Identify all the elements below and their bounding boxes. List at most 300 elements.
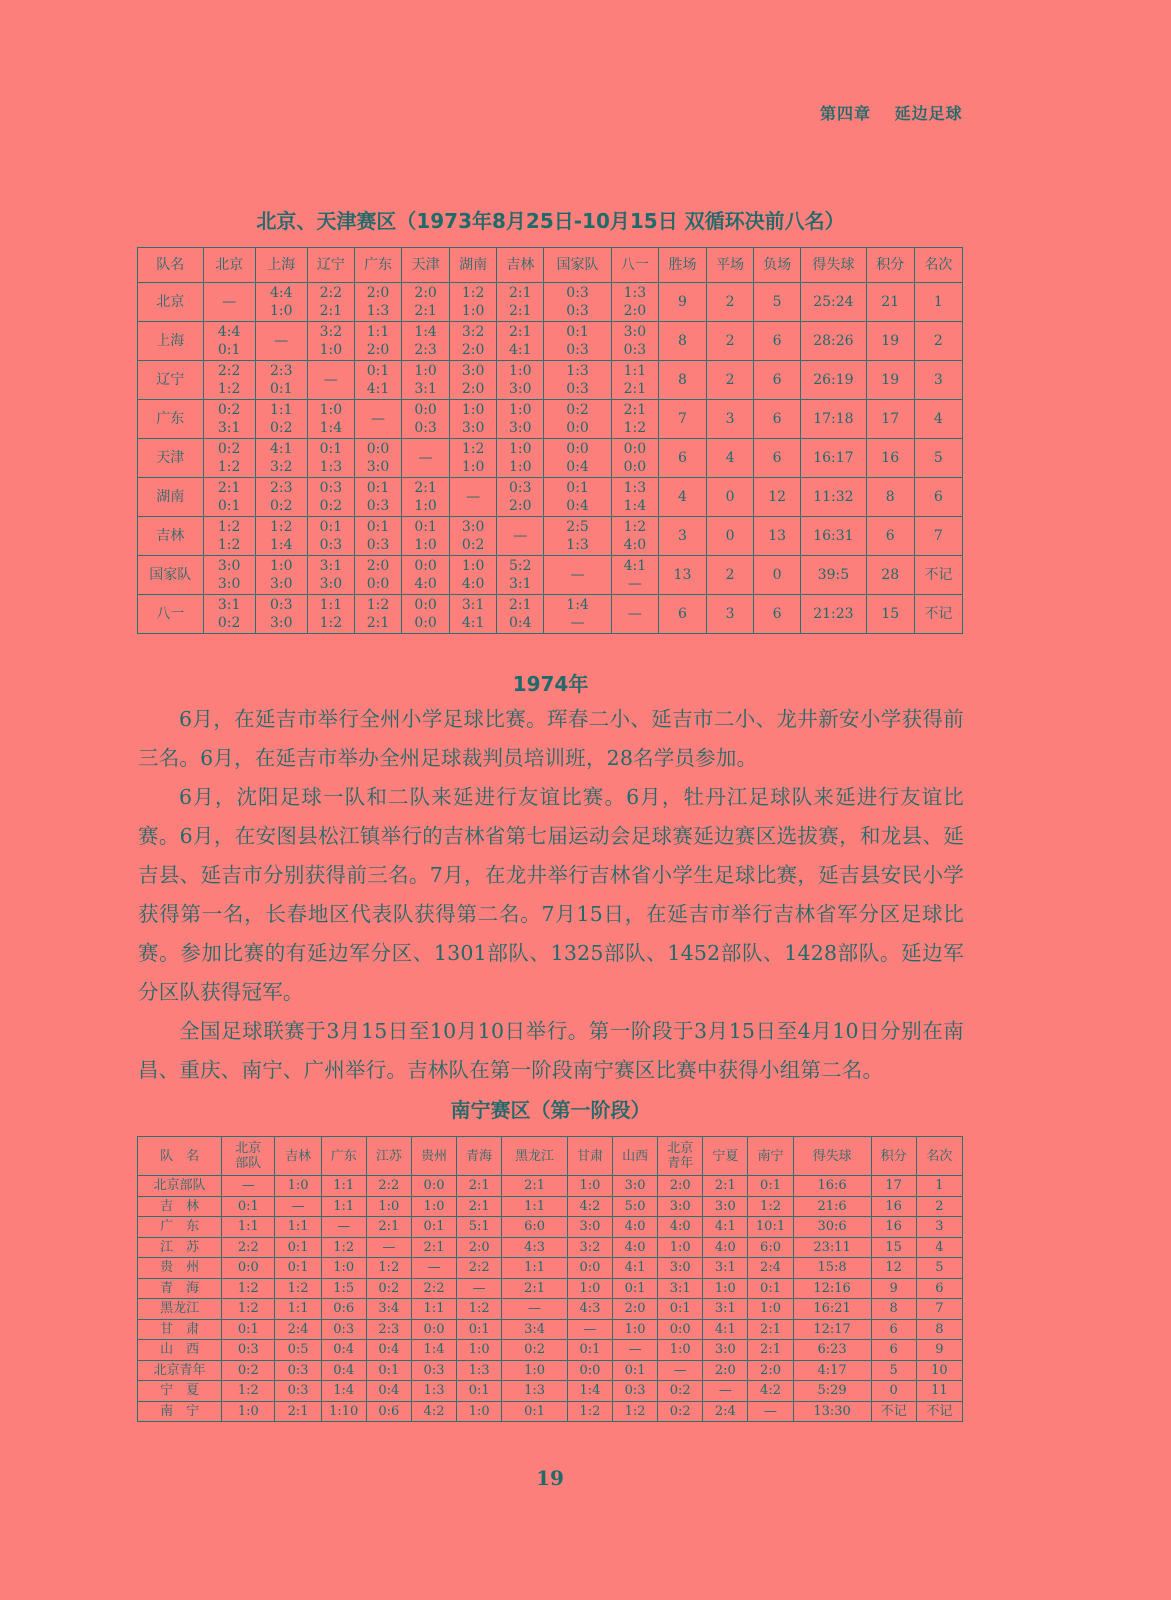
table-cell: 39:5 [801,556,867,595]
table-cell: 3:2 2:0 [450,322,497,361]
table-cell: 4:0 [613,1217,658,1238]
team-name-cell: 宁 夏 [138,1381,222,1402]
table-cell: 5:29 [793,1381,871,1402]
table-cell: 1:0 [658,1340,703,1361]
table-cell: 6:23 [793,1340,871,1361]
table-cell: 1:2 [457,1299,502,1320]
table-cell: 4:3 [502,1237,568,1258]
team-name-cell: 黑龙江 [138,1299,222,1320]
table-cell: 0:1 1:3 [307,439,354,478]
table-cell: 6:0 [748,1237,793,1258]
table-cell: 3:2 [567,1237,612,1258]
table-cell: 16:17 [801,439,867,478]
table-cell: 0:1 [658,1299,703,1320]
table-cell: 7 [914,517,962,556]
column-header: 山西 [613,1137,658,1176]
team-name-cell: 国家队 [138,556,204,595]
table-cell: 0:3 [222,1340,275,1361]
table-cell: 4 [658,478,706,517]
table-cell: 1:0 3:1 [402,361,450,400]
table-cell: 1:1 [502,1196,568,1217]
table-cell: 0:0 [411,1176,456,1197]
table-cell: 0:1 0:3 [307,517,354,556]
table-cell: 0:4 [366,1381,411,1402]
table-cell: 1:2 1:4 [255,517,307,556]
table-cell: 16 [871,1196,916,1217]
column-header: 北京 部队 [222,1137,275,1176]
table-cell: 0:1 [366,1360,411,1381]
table-cell: 17 [871,1176,916,1197]
table-cell: 不记 [916,1401,962,1422]
table-cell: 3:1 [703,1299,748,1320]
table-cell: 0:3 3:0 [255,595,307,634]
table-cell: 0:2 [366,1278,411,1299]
table-cell: 0:3 [275,1360,321,1381]
table-cell: 0:1 0:3 [544,322,612,361]
table-row [138,1217,963,1238]
table-cell: 21:23 [801,595,867,634]
team-name-cell: 南 宁 [138,1401,222,1422]
table-cell: 5 [916,1258,962,1279]
table-cell: 1:2 [748,1196,793,1217]
table-cell: 2:0 [748,1360,793,1381]
column-header: 平场 [707,248,754,283]
column-header: 八一 [611,248,658,283]
table-cell: 0:1 [411,1217,456,1238]
table-cell: — [450,478,497,517]
table-cell: 1:4 [567,1381,612,1402]
table-cell: 4:0 [703,1237,748,1258]
year-heading: 1974年 [512,672,589,696]
table-cell: 0:3 [411,1360,456,1381]
table-cell: — [203,283,255,322]
table-cell: 0:1 [275,1237,321,1258]
table-cell: 3:2 1:0 [307,322,354,361]
table-row [138,1360,963,1381]
table-cell: 3 [914,361,962,400]
table-cell: 25:24 [801,283,867,322]
table-cell: 4 [916,1237,962,1258]
table-cell: 3:4 [502,1319,568,1340]
table-cell: 5:0 [613,1196,658,1217]
column-header: 得失球 [801,248,867,283]
table-cell: 0:0 [567,1258,612,1279]
table-cell: 28 [866,556,914,595]
table-cell: 1 [914,283,962,322]
table-cell: 3:0 0:2 [450,517,497,556]
table-cell: 6 [914,478,962,517]
table-cell: 1:2 [321,1237,366,1258]
table-cell: — [544,556,612,595]
column-header: 青海 [457,1137,502,1176]
table-cell: 1:1 [222,1217,275,1238]
table-cell: 0:1 0:3 [354,478,401,517]
table-cell: 2:2 [457,1258,502,1279]
table-cell: 0:2 [658,1381,703,1402]
table-row [138,595,963,634]
table-cell: 2:1 0:4 [497,595,544,634]
table-cell: 1:1 [275,1217,321,1238]
table-cell: 1:4 [411,1340,456,1361]
table-cell: 0:6 [366,1401,411,1422]
table-cell: 1:0 [457,1401,502,1422]
table-cell: — [354,400,401,439]
table-cell: 0:1 [502,1401,568,1422]
column-header: 胜场 [658,248,706,283]
table-cell: 3:0 2:0 [450,361,497,400]
table1-title: 北京、天津赛区（1973年8月25日-10月15日 双循环决前八名） [256,209,845,233]
team-name-cell: 青 海 [138,1278,222,1299]
column-header: 名次 [916,1137,962,1176]
table-cell: 1:1 0:2 [255,400,307,439]
table-cell: 0:1 0:4 [544,478,612,517]
table-cell: 3 [707,400,754,439]
table-cell: 1:2 [275,1278,321,1299]
table-cell: 1:3 [457,1360,502,1381]
table-cell: 0:3 [321,1319,366,1340]
table-cell: 6 [916,1278,962,1299]
column-header: 吉林 [275,1137,321,1176]
table-cell: — [222,1176,275,1197]
table-cell: 12:17 [793,1319,871,1340]
table-cell: 4:1 [703,1319,748,1340]
table-cell: 3:1 4:1 [450,595,497,634]
table-cell: 0:1 [275,1258,321,1279]
table-cell: 0:3 0:3 [544,283,612,322]
table-cell: 1:0 [658,1237,703,1258]
table2-title: 南宁赛区（第一阶段） [450,1098,651,1122]
table-cell: 1:0 [748,1299,793,1320]
table-cell: 2:1 0:1 [203,478,255,517]
column-header: 黑龙江 [502,1137,568,1176]
table-cell: 0:2 0:0 [544,400,612,439]
table-cell: 2:2 [411,1278,456,1299]
table-cell: 0:3 2:0 [497,478,544,517]
table-cell: 1:1 1:2 [307,595,354,634]
team-name-cell: 吉林 [138,517,204,556]
table-row [138,517,963,556]
team-name-cell: 山 西 [138,1340,222,1361]
table-cell: 17:18 [801,400,867,439]
column-header: 队 名 [138,1137,222,1176]
table-cell: 15 [866,595,914,634]
table-cell: 16:21 [793,1299,871,1320]
column-header: 贵州 [411,1137,456,1176]
table-cell: — [748,1401,793,1422]
table-cell: 19 [866,361,914,400]
column-header: 负场 [754,248,801,283]
table-cell: 0 [707,478,754,517]
table-cell: 1:0 3:0 [450,400,497,439]
table-cell: 2:1 [502,1278,568,1299]
table-cell: 不记 [914,595,962,634]
table-cell: 1:4 — [544,595,612,634]
table-cell: 1:0 1:4 [307,400,354,439]
table-cell: 1:2 [567,1401,612,1422]
table-cell: 1:0 [321,1258,366,1279]
table-cell: 0:1 [457,1381,502,1402]
table-cell: 2:2 [222,1237,275,1258]
table-row [138,1196,963,1217]
table-cell: 3 [658,517,706,556]
table-cell: 1:0 [567,1278,612,1299]
table-row [138,1299,963,1320]
team-name-cell: 江 苏 [138,1237,222,1258]
team-name-cell: 广 东 [138,1217,222,1238]
table-cell: 1:1 [321,1176,366,1197]
column-header: 北京 青年 [658,1137,703,1176]
table-cell: 1:2 1:0 [450,283,497,322]
team-name-cell: 北京青年 [138,1360,222,1381]
table-cell: — [611,595,658,634]
table-cell: 0 [754,556,801,595]
table-cell: 0 [707,517,754,556]
table-cell: 3:0 [613,1176,658,1197]
header-row [138,1137,963,1176]
table-cell: 12:16 [793,1278,871,1299]
table-cell: 7 [658,400,706,439]
table-cell: 10 [916,1360,962,1381]
table-cell: 1:0 3:0 [497,361,544,400]
table-cell: 2:2 2:1 [307,283,354,322]
table-cell: 3 [916,1217,962,1238]
column-header: 南宁 [748,1137,793,1176]
table-cell: 2:3 0:2 [255,478,307,517]
table-cell: — [307,361,354,400]
column-header: 国家队 [544,248,612,283]
table-cell: — [502,1299,568,1320]
table-row [138,322,963,361]
table-row [138,1278,963,1299]
header-row [138,248,963,283]
table-cell: 3:0 0:3 [611,322,658,361]
table-cell: 1:0 [502,1360,568,1381]
table-cell: 0:4 [321,1360,366,1381]
table-cell: 2:1 1:2 [611,400,658,439]
team-name-cell: 天津 [138,439,204,478]
table-cell: 6 [754,361,801,400]
table-cell: 0:0 [411,1319,456,1340]
column-header: 宁夏 [703,1137,748,1176]
table-cell: 2:1 [411,1237,456,1258]
table-cell: 5 [914,439,962,478]
table-cell: 0:0 [658,1319,703,1340]
table-cell: 0:4 [321,1340,366,1361]
table-cell: 0:1 [748,1176,793,1197]
column-header: 名次 [914,248,962,283]
table-cell: 1:2 [613,1401,658,1422]
table-cell: 16 [871,1217,916,1238]
column-header: 积分 [871,1137,916,1176]
table-cell: 3:0 [703,1196,748,1217]
table-cell: 1 [916,1176,962,1197]
table-cell: — [497,517,544,556]
table-row [138,1340,963,1361]
table-cell: 0:1 [567,1340,612,1361]
table-cell: 0:3 0:2 [307,478,354,517]
table-cell: 1:0 [222,1401,275,1422]
table-cell: — [255,322,307,361]
table-cell: 0:2 [658,1401,703,1422]
table-cell: 4:2 [567,1196,612,1217]
table-cell: 5 [754,283,801,322]
table-cell: 8 [658,361,706,400]
table-cell: 2:1 [366,1217,411,1238]
table-cell: 4:0 [613,1237,658,1258]
table-cell: 2 [707,361,754,400]
table-cell: 16:31 [801,517,867,556]
team-name-cell: 广东 [138,400,204,439]
table-cell: 0:2 3:1 [203,400,255,439]
column-header: 队名 [138,248,204,283]
table-row [138,283,963,322]
table-row [138,478,963,517]
table-cell: 9 [916,1340,962,1361]
table-cell: 5:1 [457,1217,502,1238]
team-name-cell: 吉 林 [138,1196,222,1217]
table-row [138,1401,963,1422]
table-cell: 1:5 [321,1278,366,1299]
table-cell: 3:0 [658,1258,703,1279]
table-cell: 21 [866,283,914,322]
column-header: 得失球 [793,1137,871,1176]
table-row [138,1237,963,1258]
table-cell: 2:0 [457,1237,502,1258]
column-header: 甘肃 [567,1137,612,1176]
table-cell: 2:2 1:2 [203,361,255,400]
table-cell: 6 [658,439,706,478]
running-head: 第四章 延边足球 [820,104,963,123]
table-cell: 13 [754,517,801,556]
table-cell: 4:2 [748,1381,793,1402]
table-cell: 15 [871,1237,916,1258]
table-cell: 6 [754,439,801,478]
table-cell: 1:2 4:0 [611,517,658,556]
table-cell: 12 [871,1258,916,1279]
table-cell: 1:0 [366,1196,411,1217]
column-header: 天津 [402,248,450,283]
table-cell: 2:4 [275,1319,321,1340]
column-header: 广东 [354,248,401,283]
table-cell: 12 [754,478,801,517]
table-cell: 3 [707,595,754,634]
table-cell: 16 [866,439,914,478]
table-cell: 4 [914,400,962,439]
table-row [138,400,963,439]
table-cell: 1:1 2:1 [611,361,658,400]
table-cell: 4:0 [658,1217,703,1238]
table-cell: 5 [871,1360,916,1381]
table-cell: 0 [871,1381,916,1402]
table-cell: 6 [871,1340,916,1361]
table-cell: 11 [916,1381,962,1402]
table-cell: 0:0 0:0 [402,595,450,634]
table-cell: 1:1 [321,1196,366,1217]
table-cell: 2 [707,322,754,361]
table-cell: 7 [916,1299,962,1320]
column-header: 积分 [866,248,914,283]
table-cell: 28:26 [801,322,867,361]
table-cell: 2 [707,556,754,595]
table-cell: 1:3 [411,1381,456,1402]
table-row [138,361,963,400]
table-cell: 1:0 3:0 [255,556,307,595]
table-cell: 1:2 [222,1278,275,1299]
table-cell: 2:1 [457,1196,502,1217]
table-cell: 1:3 0:3 [544,361,612,400]
table-cell: 4:2 [411,1401,456,1422]
table-cell: 1:0 3:0 [497,400,544,439]
table-nanning [137,1136,963,1422]
table-cell: 2:3 0:1 [255,361,307,400]
column-header: 辽宁 [307,248,354,283]
table-cell: 6 [754,322,801,361]
table-cell: — [703,1381,748,1402]
table-cell: — [658,1360,703,1381]
table-cell: 6 [754,595,801,634]
table-row [138,439,963,478]
table-cell: 3:4 [366,1299,411,1320]
table-cell: 2:0 1:3 [354,283,401,322]
table-cell: 0:1 [748,1278,793,1299]
paragraph-2: 6月，沈阳足球一队和二队来延进行友谊比赛。6月，牡丹江足球队来延进行友谊比赛。6月，在安图县松江镇举行的吉林省第七届运动会足球赛延边赛区选拔赛，和龙县、延吉县、延吉市分别获得前三名。7月，在龙井举行吉林省小学生足球比赛，延吉县安民小学获得第一名，长春地区代表队获得第二名。7月15日，在延吉市举行吉林省军分区足球比赛。参加比赛的有延边军分区、1301部队、1325部队、1452部队、1428部队。延边军分区队获得冠军。 [138,785,964,1004]
table-cell: 2:1 4:1 [497,322,544,361]
table-cell: 4:1 3:2 [255,439,307,478]
table-cell: 0:1 [457,1319,502,1340]
table-cell: 0:3 [613,1381,658,1402]
table-cell: — [567,1319,612,1340]
table-cell: 13 [658,556,706,595]
table-row [138,556,963,595]
table-cell: 2:1 [275,1401,321,1422]
team-name-cell: 上海 [138,322,204,361]
table-cell: 6 [754,400,801,439]
table-cell: 0:1 4:1 [354,361,401,400]
table-cell: 1:10 [321,1401,366,1422]
table-cell: 0:1 0:3 [354,517,401,556]
table-cell: 4:4 0:1 [203,322,255,361]
table-cell: 0:0 4:0 [402,556,450,595]
table-cell: 2:2 [366,1176,411,1197]
table-cell: 4:4 1:0 [255,283,307,322]
table-cell: 1:3 [502,1381,568,1402]
table-cell: 2:1 [748,1319,793,1340]
table-cell: 3:0 [703,1340,748,1361]
column-header: 广东 [321,1137,366,1176]
table-cell: 1:0 [275,1176,321,1197]
table-cell: 1:2 [222,1299,275,1320]
table-cell: 3:1 0:2 [203,595,255,634]
table-cell: 1:1 [411,1299,456,1320]
table-cell: 2 [707,283,754,322]
table-cell: 15:8 [793,1258,871,1279]
paragraph-1: 6月，在延吉市举行全州小学足球比赛。珲春二小、延吉市二小、龙井新安小学获得前三名。6月，在延吉市举办全州足球裁判员培训班，28名学员参加。 [138,707,964,770]
table-cell: 13:30 [793,1401,871,1422]
table-cell: 2:1 [703,1176,748,1197]
team-name-cell: 甘 肃 [138,1319,222,1340]
table-cell: 6 [658,595,706,634]
table-cell: 0:1 [613,1278,658,1299]
team-name-cell: 贵 州 [138,1258,222,1279]
table-cell: 0:1 [222,1319,275,1340]
table-cell: 19 [866,322,914,361]
table-cell: 3:0 3:0 [203,556,255,595]
table-cell: — [366,1237,411,1258]
table-cell: 8 [658,322,706,361]
table-cell: 2:1 [748,1340,793,1361]
table-cell: 0:0 0:3 [402,400,450,439]
table-cell: 3:1 3:0 [307,556,354,595]
